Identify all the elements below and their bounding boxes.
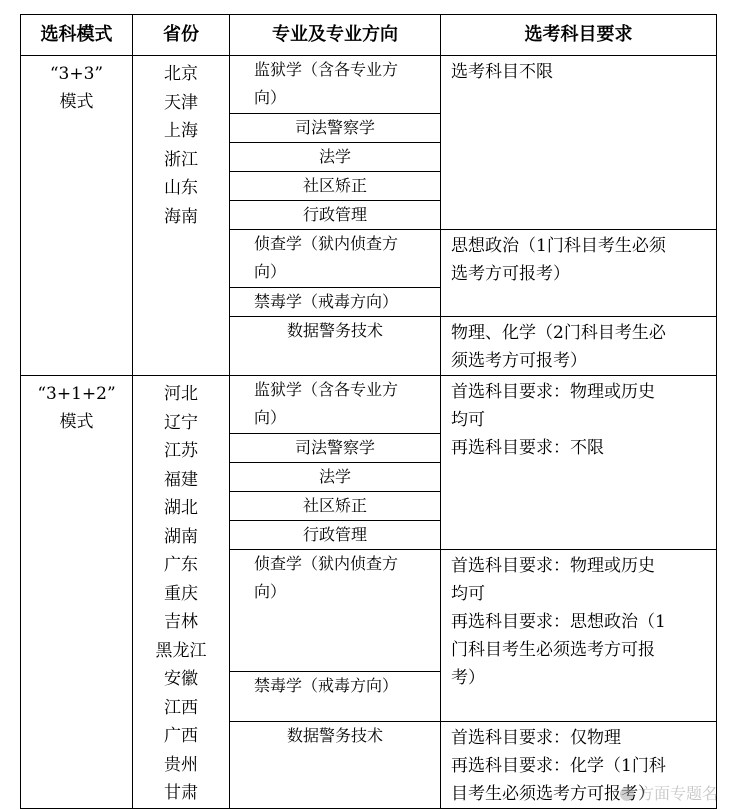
watermark xyxy=(620,781,718,804)
province-item: 河北 xyxy=(164,384,198,404)
major-cell xyxy=(230,230,441,288)
major-cell: 数据警务技术 xyxy=(230,317,441,376)
requirement-text: 均可 xyxy=(451,410,485,430)
province-item: 福建 xyxy=(164,469,198,490)
requirement-text: 再选科目要求：化学（1门科 xyxy=(451,755,666,776)
province-item: 江西 xyxy=(164,697,198,718)
subject-requirements-table xyxy=(20,14,717,809)
province-item: 吉林 xyxy=(164,612,198,632)
header-mode: 选科模式 xyxy=(21,15,133,56)
mode-cell xyxy=(21,56,133,376)
province-list xyxy=(133,56,230,376)
requirement-text: 首选科目要求：物理或历史 xyxy=(451,556,655,576)
major-cell: 数据警务技术 xyxy=(230,721,441,808)
major-text: 侦查学（狱内侦查方 xyxy=(254,234,399,253)
major-cell xyxy=(230,550,441,672)
province-item: 贵州 xyxy=(164,754,198,775)
major-cell: 行政管理 xyxy=(230,521,441,550)
mode-suffix: 模式 xyxy=(59,412,94,432)
major-cell xyxy=(230,56,441,114)
requirement-cell xyxy=(441,56,717,230)
major-text: 向） xyxy=(254,408,287,427)
province-item: 重庆 xyxy=(164,583,198,604)
major-cell: 法学 xyxy=(230,463,441,492)
major-cell: 禁毒学（戒毒方向） xyxy=(230,671,441,721)
major-text: 向） xyxy=(254,262,287,281)
major-cell xyxy=(230,376,441,434)
header-row xyxy=(21,15,717,56)
major-cell: 社区矫正 xyxy=(230,172,441,201)
mode-cell xyxy=(21,376,133,809)
province-item: 辽宁 xyxy=(164,412,198,433)
requirement-text: 须选考方可报考） xyxy=(451,351,587,371)
table-row xyxy=(21,376,717,434)
major-text: 监狱学（含各专业方 xyxy=(254,380,399,399)
major-cell: 禁毒学（戒毒方向） xyxy=(230,288,441,317)
requirement-cell xyxy=(441,550,717,722)
requirement-text: 再选科目要求：不限 xyxy=(451,438,604,458)
province-item: 浙江 xyxy=(164,149,198,170)
province-item: 北京 xyxy=(164,64,198,84)
major-text: 侦查学（狱内侦查方 xyxy=(254,554,399,573)
requirement-text: 门科目考生必须选考方可报 xyxy=(451,640,655,660)
table-row xyxy=(21,56,717,114)
requirement-cell xyxy=(441,317,717,376)
province-list xyxy=(133,376,230,809)
province-item: 湖北 xyxy=(164,498,198,518)
major-cell: 社区矫正 xyxy=(230,492,441,521)
watermark-text: 方面专题名 xyxy=(637,784,718,803)
major-cell: 法学 xyxy=(230,143,441,172)
mode-label: “3+1+2” xyxy=(37,384,116,404)
major-text: 向） xyxy=(254,88,287,107)
major-cell: 行政管理 xyxy=(230,201,441,230)
major-cell: 司法警察学 xyxy=(230,114,441,143)
province-item: 广西 xyxy=(164,726,198,746)
province-item: 黑龙江 xyxy=(155,640,207,661)
requirement-text: 均可 xyxy=(451,584,485,604)
province-item: 上海 xyxy=(164,121,198,141)
major-cell: 司法警察学 xyxy=(230,434,441,463)
province-item: 湖南 xyxy=(164,526,198,547)
requirement-cell xyxy=(441,376,717,550)
header-major: 专业及专业方向 xyxy=(230,15,441,56)
requirement-text: 考） xyxy=(451,668,485,688)
major-text: 监狱学（含各专业方 xyxy=(254,60,399,79)
requirement-text: 选考方可报考） xyxy=(451,264,570,284)
province-item: 江苏 xyxy=(164,441,198,461)
requirement-text: 思想政治（1门科目考生必须 xyxy=(451,236,666,256)
requirement-text: 首选科目要求：仅物理 xyxy=(451,727,621,748)
mode-label: “3+3” xyxy=(49,64,104,84)
province-item: 海南 xyxy=(164,206,198,227)
header-province: 省份 xyxy=(133,15,230,56)
requirement-text: 目考生必须选考方可报考） xyxy=(451,783,655,804)
major-text: 向） xyxy=(254,582,287,601)
province-item: 甘肃 xyxy=(164,783,198,803)
header-subjects: 选考科目要求 xyxy=(441,15,717,56)
requirement-text: 再选科目要求：思想政治（1 xyxy=(451,612,666,632)
watermark-logo-icon xyxy=(620,787,634,801)
province-item: 安徽 xyxy=(164,669,198,689)
requirement-cell xyxy=(441,230,717,317)
requirement-text: 选考科目不限 xyxy=(451,62,553,82)
province-item: 天津 xyxy=(164,92,198,113)
province-item: 广东 xyxy=(164,555,198,575)
province-item: 山东 xyxy=(164,178,198,198)
requirement-text: 物理、化学（2门科目考生必 xyxy=(451,323,666,343)
mode-suffix: 模式 xyxy=(59,92,94,112)
requirement-text: 首选科目要求：物理或历史 xyxy=(451,382,655,402)
